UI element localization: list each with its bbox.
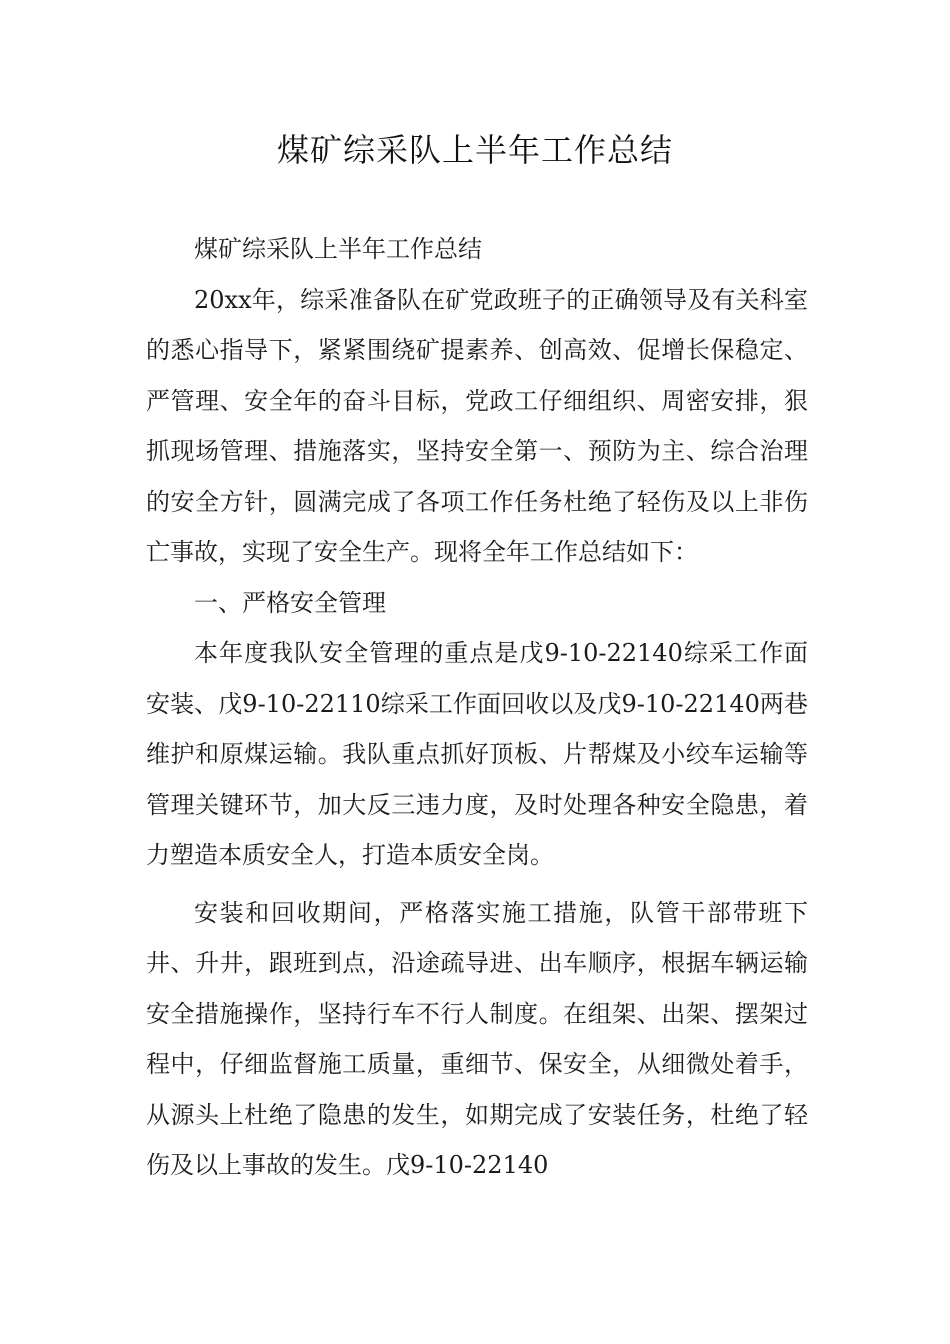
- body-paragraph-subtitle: 煤矿综采队上半年工作总结: [194, 235, 482, 263]
- body-paragraph-installation: 安装和回收期间，严格落实施工措施，队管干部带班下井、升井，跟班到点，沿途疏导进、出车顺序，根据车辆运输安全措施操作，坚持行车不行人制度。在组架、出架、摆架过程中，仔细监督施工质量，重细节、保安全，从细微处着手，从源头上杜绝了隐患的发生，如期完成了安装任务，杜绝了轻伤及以上事故的发生。戊9-10-22140: [146, 898, 808, 1179]
- document-title: 煤矿综采队上半年工作总结: [276, 131, 673, 169]
- body-paragraph-intro: 20xx年，综采准备队在矿党政班子的正确领导及有关科室的悉心指导下，紧紧围绕矿提素养、创高效、促增长保稳定、严管理、安全年的奋斗目标，党政工仔细组织、周密安排，狠抓现场管理、措施落实，坚持安全第一、预防为主、综合治理的安全方针，圆满完成了各项工作任务杜绝了轻伤及以上非伤亡事故，实现了安全生产。现将全年工作总结如下：: [146, 285, 808, 566]
- document-body: [146, 224, 808, 1191]
- section-heading-safety: 一、严格安全管理: [194, 588, 386, 617]
- body-paragraph-safety-focus: 本年度我队安全管理的重点是戊9-10-22140综采工作面安装、戊9-10-22110综采工作面回收以及戊9-10-22140两巷维护和原煤运输。我队重点抓好顶板、片帮煤及小绞车运输等管理关键环节，加大反三违力度，及时处理各种安全隐患，着力塑造本质安全人，打造本质安全岗。: [146, 639, 808, 869]
